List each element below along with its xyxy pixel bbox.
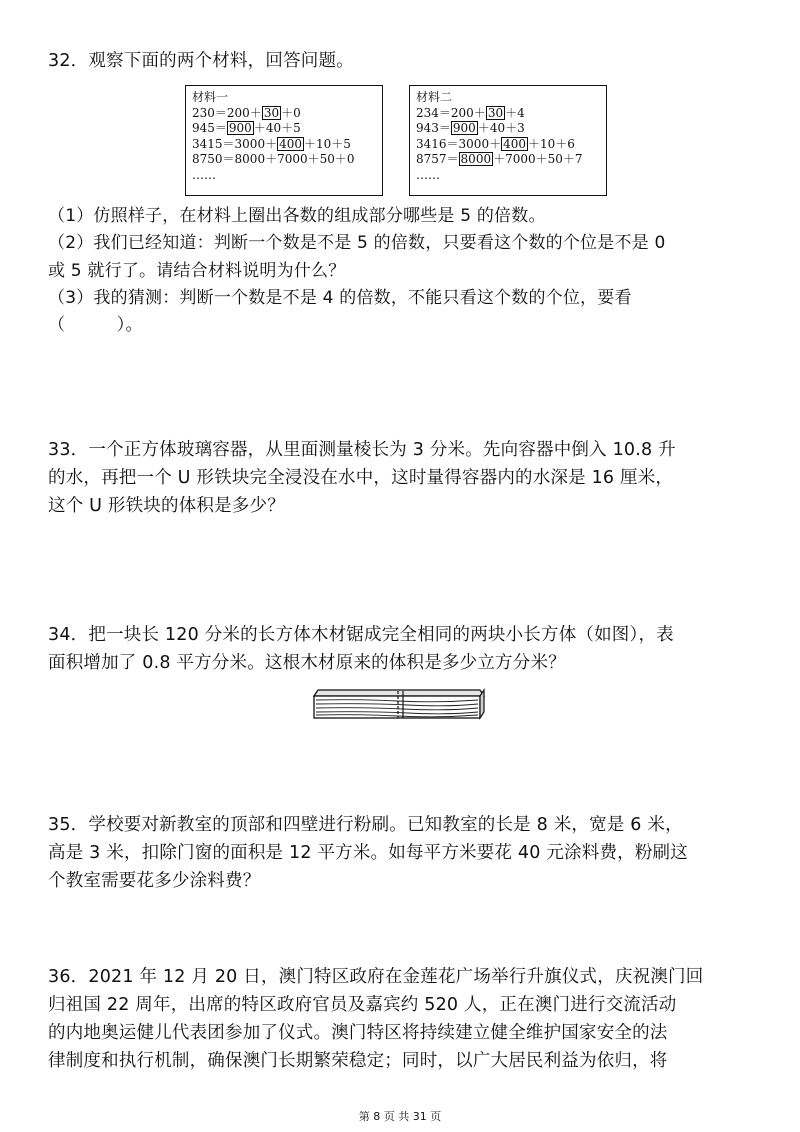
boxed-part: 30 — [263, 105, 280, 120]
q32-sub2-line2: 或 5 就行了。请结合材料说明为什么？ — [48, 261, 346, 281]
material-two-row: 943＝ 900 ＋40＋3 — [416, 121, 525, 135]
q33-line2: 的水，再把一个 U 形铁块完全浸没在水中，这时量得容器内的水深是 16 厘米， — [48, 468, 674, 488]
material-two-label: 材料二 — [416, 90, 453, 104]
q33-line1: 33．一个正方体玻璃容器，从里面测量棱长为 3 分米。先向容器中倒入 10.8 升 — [48, 440, 676, 460]
material-two-row: 8757＝ 8000 ＋7000＋50＋7 — [416, 152, 583, 166]
wood-block-figure — [308, 688, 488, 720]
q32-sub2-line1: （2）我们已经知道：判断一个数是不是 5 的倍数，只要看这个数的个位是不是 0 — [48, 233, 666, 253]
material-two-row: 234＝200＋ 30 ＋4 — [416, 105, 525, 120]
material-one-row: 3415＝3000＋ 400 ＋10＋5 — [192, 136, 351, 151]
page-footer: 第 8 页 共 31 页 — [358, 1110, 442, 1123]
boxed-part: 8000 — [460, 152, 492, 166]
q36-line1: 36．2021 年 12 月 20 日，澳门特区政府在金莲花广场举行升旗仪式，庆祝澳门回 — [48, 967, 704, 987]
material-one-row: 8750＝8000＋7000＋50＋0 — [192, 152, 355, 166]
material-two-box — [409, 85, 607, 196]
boxed-part: 900 — [228, 121, 252, 135]
q33-line3: 这个 U 形铁块的体积是多少？ — [48, 496, 285, 516]
boxed-part: 400 — [279, 136, 302, 151]
q36-line4: 律制度和执行机制，确保澳门长期繁荣稳定；同时，以广大居民利益为依归，将 — [48, 1051, 668, 1071]
q34-line2: 面积增加了 0.8 平方分米。这根木材原来的体积是多少立方分米？ — [48, 653, 566, 673]
boxed-part: 30 — [487, 105, 504, 120]
q32-sub1: （1）仿照样子，在材料上圈出各数的组成部分哪些是 5 的倍数。 — [48, 206, 546, 226]
q35-line3: 个教室需要花多少涂料费？ — [48, 871, 261, 891]
material-one-row: 945＝ 900 ＋40＋5 — [192, 121, 301, 135]
material-two-row: 3416＝3000＋ 400 ＋10＋6 — [416, 136, 575, 151]
q32-title: 32．观察下面的两个材料，回答问题。 — [48, 51, 354, 71]
material-one-ellipsis: …… — [192, 167, 216, 182]
q36-line3: 的内地奥运健儿代表团参加了仪式。澳门特区将持续建立健全维护国家安全的法 — [48, 1023, 668, 1043]
boxed-part: 400 — [503, 136, 526, 151]
material-one-box — [185, 85, 383, 196]
q35-line2: 高是 3 米，扣除门窗的面积是 12 平方米。如每平方米要花 40 元涂料费，粉刷这 — [48, 843, 688, 863]
q32-sub3-line1: （3）我的猜测：判断一个数是不是 4 的倍数，不能只看这个数的个位，要看 — [48, 288, 632, 308]
boxed-part: 900 — [452, 121, 476, 135]
material-two-ellipsis: …… — [416, 167, 440, 182]
material-one-row: 230＝200＋ 30 ＋0 — [192, 105, 301, 120]
q34-line1: 34．把一块长 120 分米的长方体木材锯成完全相同的两块小长方体（如图），表 — [48, 625, 674, 645]
q35-line1: 35．学校要对新教室的顶部和四壁进行粉刷。已知教室的长是 8 米，宽是 6 米， — [48, 815, 683, 835]
q32-sub3-line2: （ ）。 — [48, 315, 143, 335]
q36-line2: 归祖国 22 周年，出席的特区政府官员及嘉宾约 520 人，正在澳门进行交流活动 — [48, 995, 677, 1015]
material-one-label: 材料一 — [192, 90, 229, 104]
